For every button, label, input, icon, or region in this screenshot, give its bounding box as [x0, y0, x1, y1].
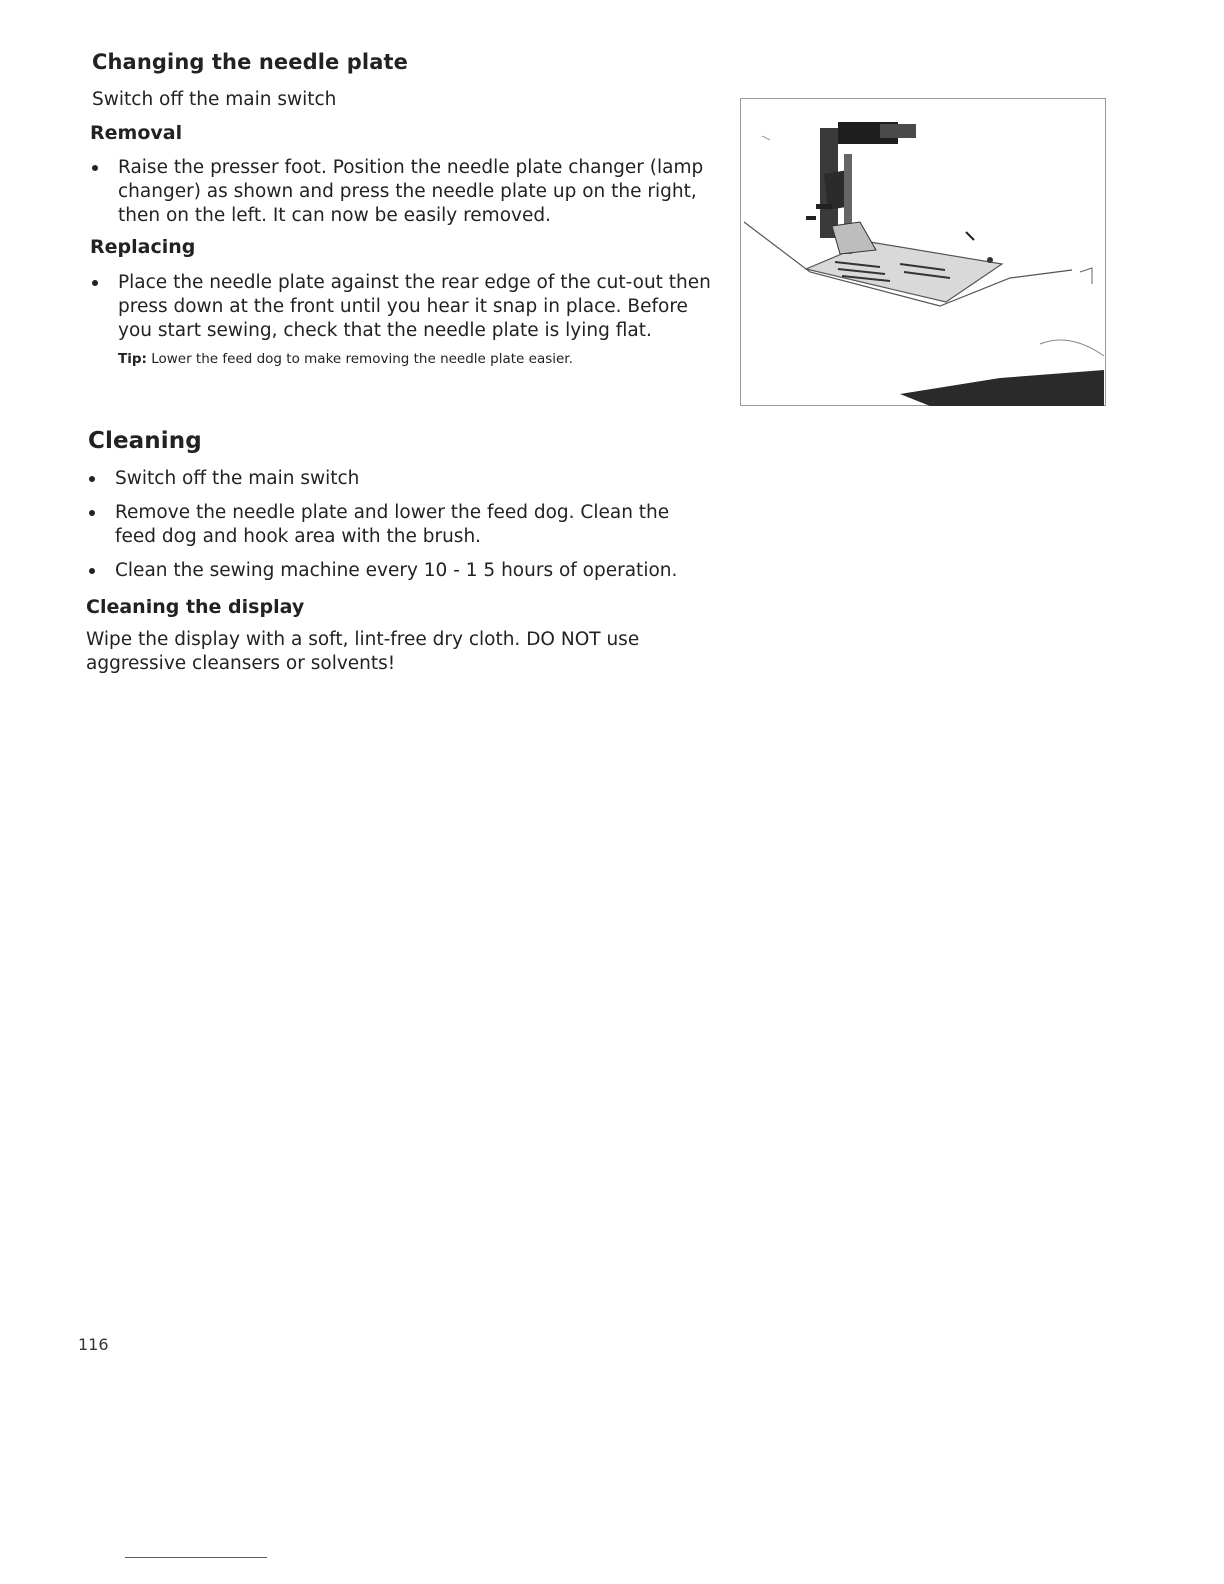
tip-label: Tip: — [118, 351, 147, 367]
cleaning-list — [86, 467, 706, 583]
removal-heading: Removal — [90, 122, 183, 144]
cleaning-display-text: Wipe the display with a soft, lint-free dry cloth. DO NOT use aggressive cleansers or solvents! — [86, 629, 640, 674]
tip-text: Lower the feed dog to make removing the needle plate easier. — [151, 351, 573, 367]
section-title-cleaning: Cleaning — [88, 428, 202, 454]
replacing-heading: Replacing — [90, 236, 196, 258]
cleaning-display-heading: Cleaning the display — [86, 596, 305, 618]
tip-note — [118, 350, 573, 368]
replacing-list — [89, 271, 719, 343]
cleaning-bullet: Remove the needle plate and lower the feed dog. Clean the feed dog and hook area with the brush. — [86, 501, 706, 549]
page-number: 116 — [78, 1335, 109, 1354]
section-title-needle-plate: Changing the needle plate — [92, 50, 408, 74]
cleaning-bullet: Switch off the main switch — [86, 467, 706, 491]
removal-list — [89, 156, 714, 228]
removal-bullet: Raise the presser foot. Position the needle plate changer (lamp changer) as shown and press the needle plate up on the right, then on the left. It can now be easily removed. — [89, 156, 714, 228]
sewing-machine-needle-plate-icon — [740, 94, 1106, 406]
cleaning-bullet: Clean the sewing machine every 10 - 1 5 hours of operation. — [86, 559, 706, 583]
sewing-machine-illustration — [740, 94, 1106, 406]
footer-rule — [125, 1557, 267, 1558]
replacing-bullet: Place the needle plate against the rear edge of the cut-out then press down at the front until you hear it snap in place. Before you start sewing, check that the needle plate is lying flat. — [89, 271, 719, 343]
needle-plate-intro: Switch off the main switch — [92, 89, 337, 110]
